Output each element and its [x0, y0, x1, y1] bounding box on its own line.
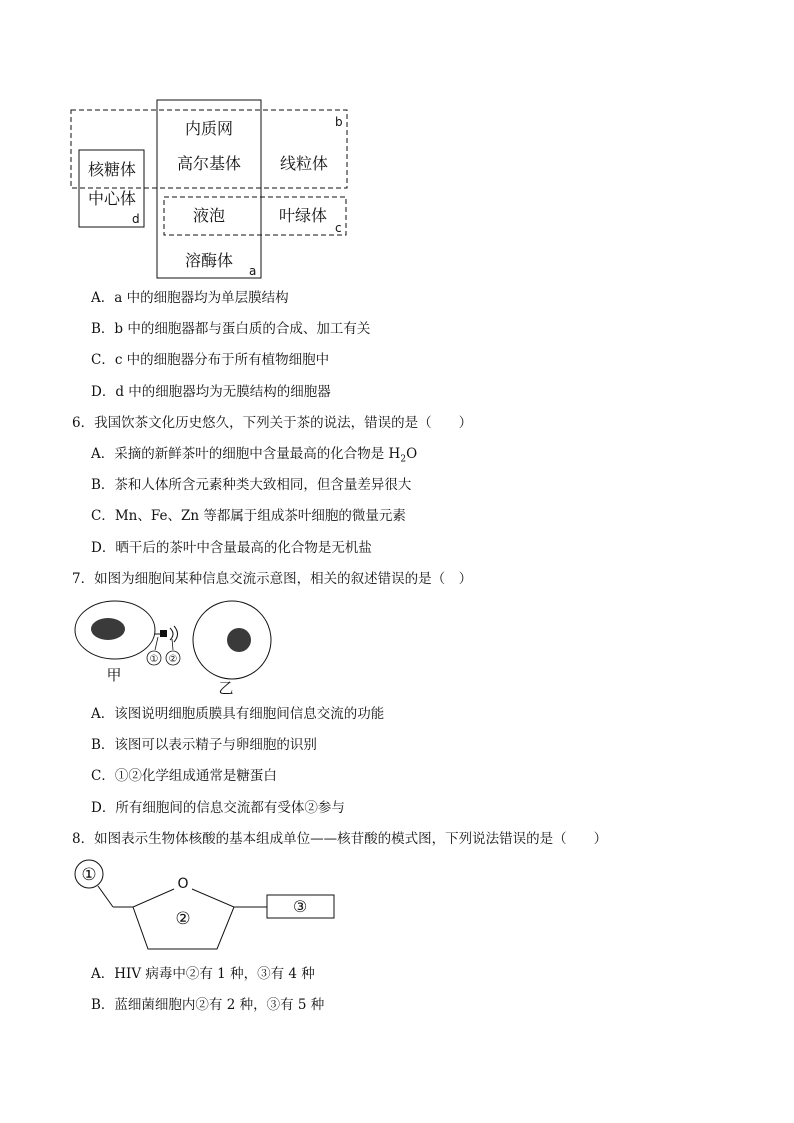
q8-option-a: A．HIV 病毒中②有 1 种，③有 4 种 [91, 966, 315, 982]
label-a: a [249, 264, 257, 278]
label-d: d [132, 212, 140, 226]
cell-jia-nucleus [91, 618, 125, 640]
cell-jia-label: 甲 [106, 666, 122, 684]
q5-option-d: D．d 中的细胞器均为无膜结构的细胞器 [91, 384, 331, 400]
q7-stem: 7．如图为细胞间某种信息交流示意图，相关的叙述错误的是（ ） [72, 571, 473, 587]
q7-option-b: B．该图可以表示精子与卵细胞的识别 [91, 737, 317, 753]
label-er: 内质网 [184, 119, 234, 138]
label-lysosome: 溶酶体 [184, 251, 234, 270]
label-mitochondria: 线粒体 [279, 154, 329, 173]
q7-option-d: D．所有细胞间的信息交流都有受体②参与 [91, 800, 345, 816]
cell-communication-diagram [70, 598, 280, 696]
signal-molecule [160, 630, 167, 637]
q7-option-c: C．①②化学组成通常是糖蛋白 [91, 768, 277, 784]
label-vacuole: 液泡 [192, 206, 226, 225]
phosphate-label: ① [81, 865, 97, 885]
leader-1 [155, 637, 158, 650]
q6-option-d: D．晒干后的茶叶中含量最高的化合物是无机盐 [91, 540, 372, 556]
phosphate-bond [98, 886, 113, 907]
label-c: c [335, 221, 342, 235]
oxygen-label: O [177, 876, 189, 892]
q8-stem: 8．如图表示生物体核酸的基本组成单位——核苷酸的模式图，下列说法错误的是（ ） [72, 831, 608, 847]
marker-2-label: ② [168, 654, 178, 665]
label-golgi: 高尔基体 [176, 154, 242, 173]
q6-option-b: B．茶和人体所含元素种类大致相同，但含量差异很大 [91, 477, 412, 493]
label-centriole: 中心体 [87, 189, 137, 208]
receptor [170, 628, 173, 640]
nucleotide-diagram [70, 856, 345, 956]
label-ribosome: 核糖体 [87, 160, 137, 179]
organelle-classification-diagram [66, 95, 356, 285]
receptor-inner [174, 626, 178, 642]
cell-yi-nucleus [227, 628, 251, 652]
leader-2 [172, 639, 173, 650]
cell-yi-label: 乙 [218, 679, 234, 696]
q6-option-a-subscript: 2 [400, 454, 407, 465]
q6-option-a-suffix: O [406, 446, 418, 462]
q6-option-a-text: A．采摘的新鲜茶叶的细胞中含量最高的化合物是 H [91, 446, 401, 462]
q8-option-b: B．蓝细菌细胞内②有 2 种，③有 5 种 [91, 997, 325, 1013]
marker-1-label: ① [149, 654, 159, 665]
label-b: b [335, 115, 343, 129]
base-label: ③ [292, 897, 308, 916]
q7-option-a: A．该图说明细胞质膜具有细胞间信息交流的功能 [91, 706, 385, 722]
q6-stem: 6．我国饮茶文化历史悠久，下列关于茶的说法，错误的是（ ） [72, 415, 473, 431]
label-chloroplast: 叶绿体 [278, 206, 328, 225]
q5-option-c: C．c 中的细胞器分布于所有植物细胞中 [91, 352, 330, 368]
q5-option-b: B．b 中的细胞器都与蛋白质的合成、加工有关 [91, 321, 371, 337]
q6-option-c: C．Mn、Fe、Zn 等都属于组成茶叶细胞的微量元素 [91, 508, 406, 524]
q6-option-a [91, 448, 417, 465]
pentose-label: ② [175, 909, 191, 929]
q5-option-a: A．a 中的细胞器均为单层膜结构 [91, 290, 289, 306]
